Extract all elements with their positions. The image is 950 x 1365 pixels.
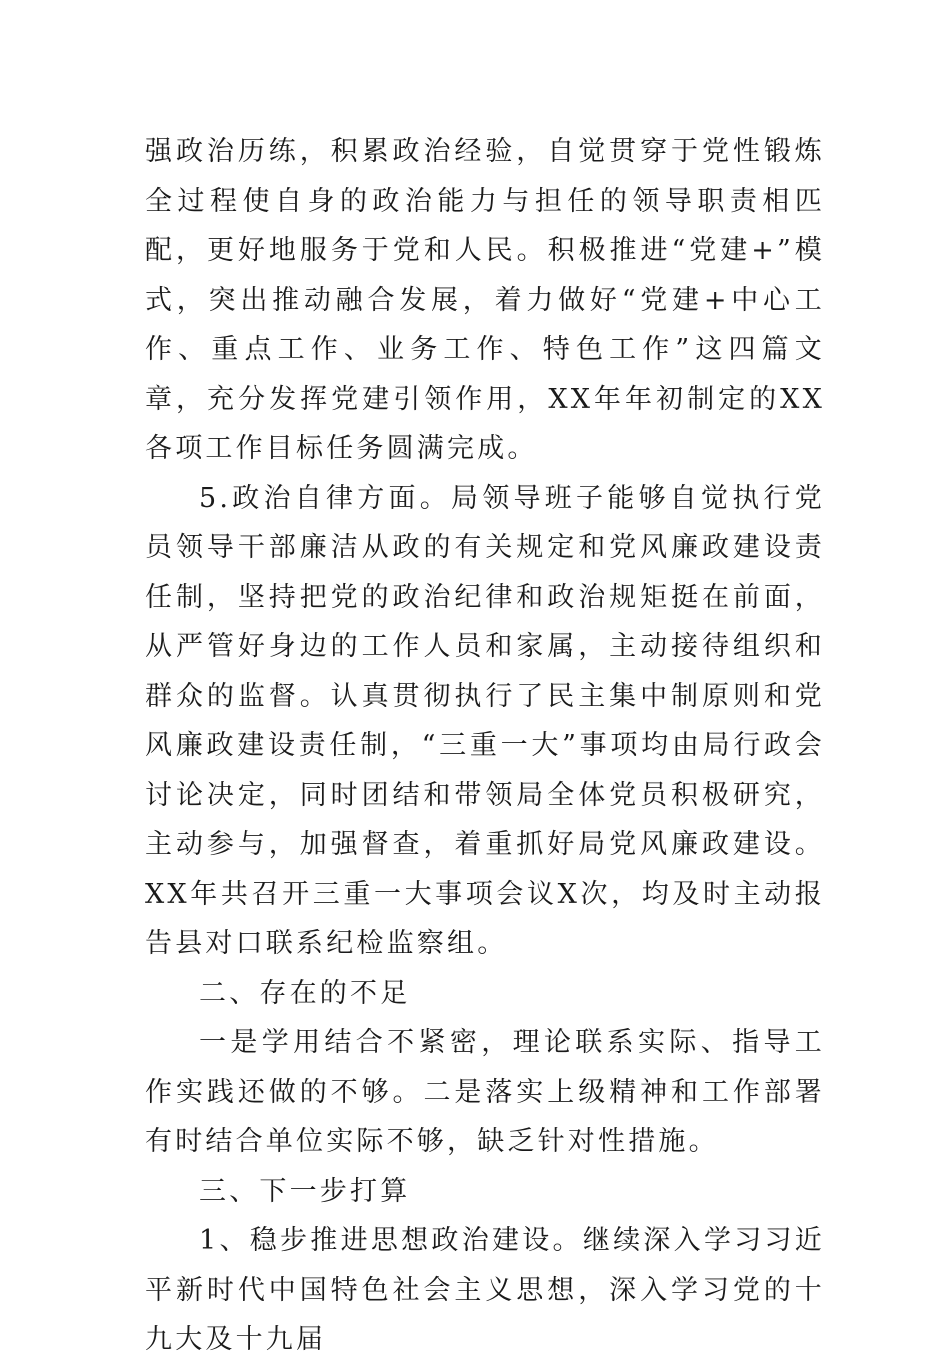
section-heading-shortcomings: 二、存在的不足: [199, 977, 411, 1009]
paragraph-shortcomings: 一是学用结合不紧密，理论联系实际、指导工作实践还做的不够。二是落实上级精神和工作部署有时结合单位实际不够，缺乏针对性措施。: [145, 1027, 825, 1157]
paragraph-continued: 强政治历练，积累政治经验，自觉贯穿于党性锻炼全过程使自身的政治能力与担任的领导职责相匹配，更好地服务于党和人民。积极推进“党建+”模式，突出推动融合发展，着力做好“党建+中心工作、重点工作、业务工作、特色工作”这四篇文章，充分发挥党建引领作用，XX年年初制定的XX各项工作目标任务圆满完成。: [145, 136, 825, 464]
paragraph-political-discipline: 5.政治自律方面。局领导班子能够自觉执行党员领导干部廉洁从政的有关规定和党风廉政建设责任制，坚持把党的政治纪律和政治规矩挺在前面，从严管好身边的工作人员和家属，主动接待组织和群众的监督。认真贯彻执行了民主集中制原则和党风廉政建设责任制，“三重一大”事项均由局行政会讨论决定，同时团结和带领局全体党员积极研究，主动参与，加强督查，着重抓好局党风廉政建设。XX年共召开三重一大事项会议X次，均及时主动报告县对口联系纪检监察组。: [145, 482, 825, 959]
section-heading-next-steps: 三、下一步打算: [199, 1175, 411, 1207]
document-body: [145, 127, 825, 1365]
paragraph-next-steps-1: 1、稳步推进思想政治建设。继续深入学习习近平新时代中国特色社会主义思想，深入学习党的十九大及十九届: [145, 1225, 825, 1355]
